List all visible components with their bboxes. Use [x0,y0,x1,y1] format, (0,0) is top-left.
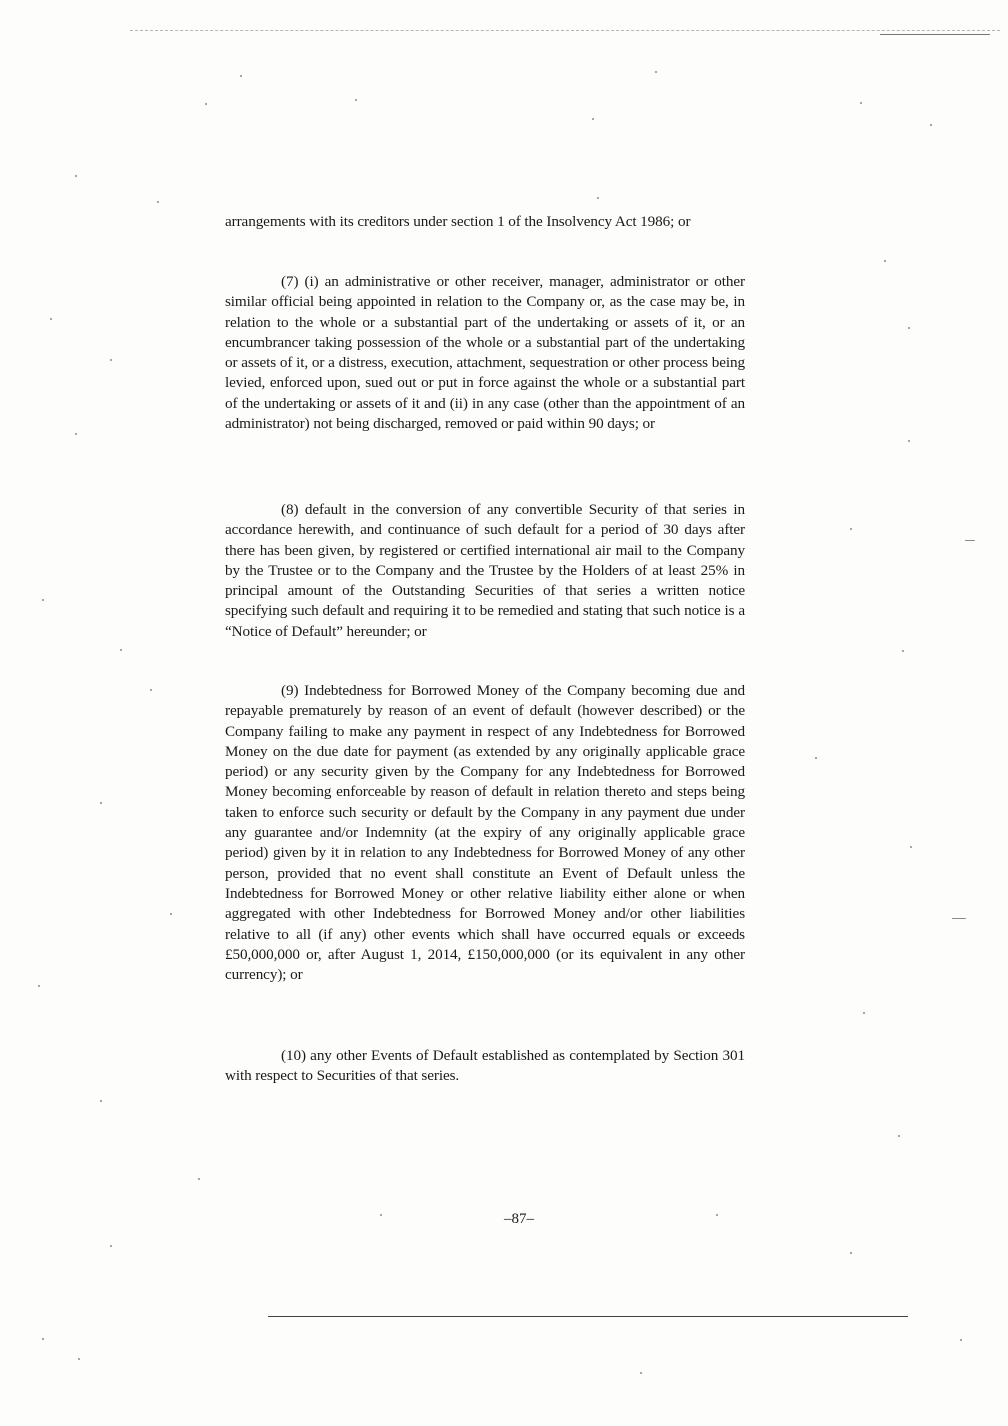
scan-speck [908,440,910,442]
scan-speck [850,1252,852,1254]
scan-speck [952,918,966,919]
scan-speck [110,1245,112,1247]
scan-speck [592,118,594,120]
scan-speck [198,1178,200,1180]
scan-speck [150,689,152,691]
scan-speck [863,1012,865,1014]
scan-speck [902,650,904,652]
scan-speck [930,124,932,126]
scan-speck [910,846,912,848]
scan-speck [960,1339,962,1341]
clause-7-text: (7) (i) an administrative or other receiver, manager, administrator or other similar official being appointed in relation to the Company or, as the case may be, in relation to the whole or a substantial part of the undertaking or assets of it, or an encumbrancer taking possession of the whole or a substantial part of the undertaking or assets of it, or a distress, execution, attachment, sequestration or other process being levied, enforced upon, sued out or put in force against the whole or a substantial part of the undertaking or assets of it and (ii) in any case (other than the appointment of an administrator) not being discharged, removed or paid within 90 days; or [225,273,745,433]
scan-speck [898,1135,900,1137]
scan-speck [100,1100,102,1102]
clause-10 [225,1046,745,1087]
scan-speck [42,1338,44,1340]
scan-speck [850,528,852,530]
intro-text: arrangements with its creditors under section 1 of the Insolvency Act 1986; or [225,213,691,230]
page-number: –87– [504,1211,534,1227]
scan-speck [380,1214,382,1216]
clause-10-text: (10) any other Events of Default established as contemplated by Section 301 with respect to Securities of that series. [225,1047,745,1085]
scan-speck [655,71,657,73]
scan-speck [205,103,207,105]
scan-speck [355,99,357,101]
scan-speck [815,757,817,759]
footer-rule [268,1316,908,1317]
scan-speck [120,649,122,651]
scan-speck [597,197,599,199]
scan-speck [240,75,242,77]
clause-8-text: (8) default in the conversion of any convertible Security of that series in accordance herewith, and continuance of such default for a period of 30 days after there has been given, by registered or certified international air mail to the Company by the Trustee or to the Company and the Trustee by the Holders of at least 25% in principal amount of the Outstanding Securities of that series a written notice specifying such default and requiring it to be remedied and stating that such notice is a “Notice of Default” hereunder; or [225,501,745,640]
scan-speck [75,175,77,177]
scan-speck [716,1214,718,1216]
clause-8 [225,500,745,642]
scan-speck [860,102,862,104]
scan-speck [908,327,910,329]
scan-speck [50,318,52,320]
scan-speck [884,260,886,262]
scan-speck [640,1372,642,1374]
scan-speck [38,985,40,987]
scan-speck [75,433,77,435]
clause-7 [225,272,745,434]
scan-speck [965,540,975,541]
clause-9-text: (9) Indebtedness for Borrowed Money of the Company becoming due and repayable prematurely by reason of an event of default (however described) or the Company failing to make any payment in respect of any Indebtedness for Borrowed Money on the due date for payment (as extended by any originally applicable grace period) or any security given by the Company for any Indebtedness for Borrowed Money becoming enforceable by reason of default in relation thereto and steps being taken to enforce such security or default by the Company in any payment due under any guarantee and/or Indemnity (at the expiry of any originally applicable grace period) given by it in relation to any Indebtedness for Borrowed Money of any other person, provided that no event shall constitute an Event of Default unless the Indebtedness for Borrowed Money or other relative liability either alone or when aggregated with other Indebtedness for Borrowed Money and/or other liabilities relative to all (if any) other events which shall have occurred equals or exceeds £50,000,000 or, after August 1, 2014, £150,000,000 (or its equivalent in any other currency); or [225,682,745,984]
scan-speck [170,913,172,915]
intro-paragraph [225,212,745,232]
scan-speck [78,1358,80,1360]
clause-9 [225,681,745,985]
scan-speck [42,599,44,601]
scan-artifact-top-right [880,34,990,35]
scan-speck [100,802,102,804]
scan-speck [157,201,159,203]
scan-artifact-top [130,30,1000,31]
scan-speck [110,359,112,361]
